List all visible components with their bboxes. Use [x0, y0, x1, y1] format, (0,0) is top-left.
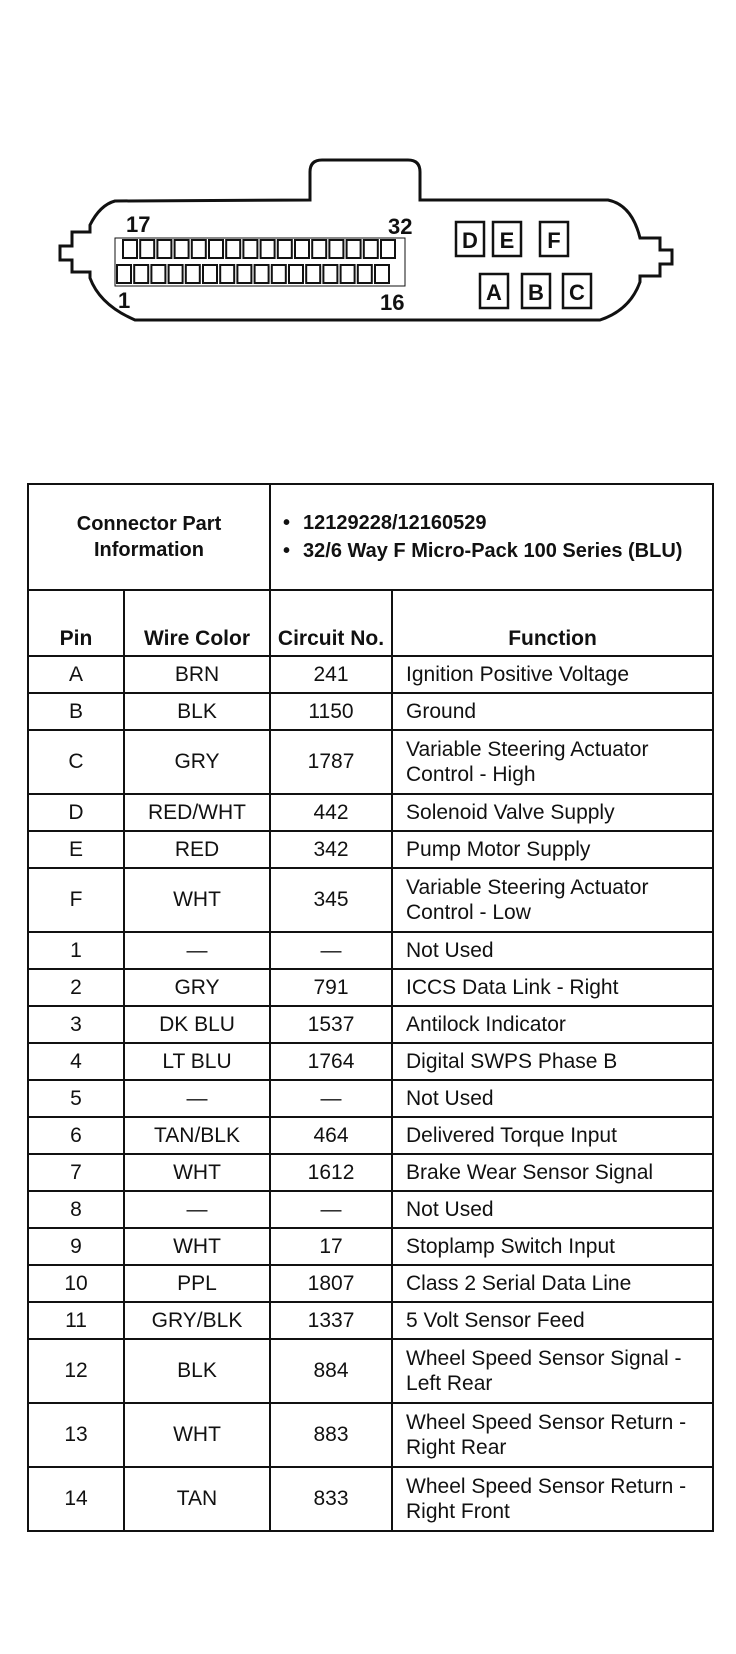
pin-cavity — [375, 265, 389, 283]
connector-info-parts-cell — [270, 484, 713, 590]
circuit-cell: 883 — [270, 1403, 392, 1467]
pin-f-label: F — [547, 228, 561, 253]
wire-color-cell: DK BLU — [124, 1006, 270, 1043]
function-cell: Wheel Speed Sensor Signal - Left Rear — [392, 1339, 713, 1403]
connector-diagram — [0, 0, 736, 420]
wire-color-cell: GRY — [124, 969, 270, 1006]
wire-color-cell: WHT — [124, 1403, 270, 1467]
wire-color-cell: — — [124, 1080, 270, 1117]
circuit-cell: 442 — [270, 794, 392, 831]
pin-cavity — [323, 265, 337, 283]
wire-color-cell: BLK — [124, 693, 270, 730]
pin-cell: 11 — [28, 1302, 124, 1339]
table-row — [28, 1043, 713, 1080]
pin-cell: 14 — [28, 1467, 124, 1531]
pin-cell: F — [28, 868, 124, 932]
pin-1-label: 1 — [118, 288, 131, 313]
circuit-cell: 791 — [270, 969, 392, 1006]
circuit-cell: — — [270, 1191, 392, 1228]
circuit-cell: — — [270, 1080, 392, 1117]
circuit-cell: 1787 — [270, 730, 392, 794]
pin-cell: E — [28, 831, 124, 868]
table-row — [28, 1117, 713, 1154]
table-row — [28, 831, 713, 868]
wire-color-cell: GRY/BLK — [124, 1302, 270, 1339]
pin-cell: 2 — [28, 969, 124, 1006]
pin-cavity — [306, 265, 320, 283]
pin-cell: 3 — [28, 1006, 124, 1043]
table-row — [28, 1302, 713, 1339]
circuit-cell: 342 — [270, 831, 392, 868]
header-function: Function — [392, 590, 713, 656]
wire-color-cell: WHT — [124, 1228, 270, 1265]
pin-32-label: 32 — [388, 214, 413, 239]
pin-cavity — [169, 265, 183, 283]
pin-cell: B — [28, 693, 124, 730]
pin-cavity — [272, 265, 286, 283]
pin-d-label: D — [462, 228, 478, 253]
function-cell: Variable Steering Actuator Control - Low — [392, 868, 713, 932]
table-row — [28, 693, 713, 730]
circuit-cell: 1807 — [270, 1265, 392, 1302]
function-cell: ICCS Data Link - Right — [392, 969, 713, 1006]
table-row — [28, 932, 713, 969]
pin-cavity — [329, 240, 343, 258]
pin-cavity — [358, 265, 372, 283]
function-cell: Digital SWPS Phase B — [392, 1043, 713, 1080]
pin-cavity — [226, 240, 240, 258]
wire-color-cell: TAN — [124, 1467, 270, 1531]
pin-c-label: C — [569, 280, 585, 305]
pin-cavity — [151, 265, 165, 283]
connector-info-row — [28, 484, 713, 590]
table-row — [28, 1403, 713, 1467]
wire-color-cell: BLK — [124, 1339, 270, 1403]
pin-cell: 5 — [28, 1080, 124, 1117]
wire-color-cell: RED — [124, 831, 270, 868]
function-cell: Not Used — [392, 1080, 713, 1117]
pin-cell: 12 — [28, 1339, 124, 1403]
connector-part-type: • 32/6 Way F Micro-Pack 100 Series (BLU) — [303, 539, 704, 563]
connector-info-list — [271, 501, 712, 573]
circuit-cell: 241 — [270, 656, 392, 693]
pin-cavity — [255, 265, 269, 283]
function-cell: 5 Volt Sensor Feed — [392, 1302, 713, 1339]
wire-color-cell: TAN/BLK — [124, 1117, 270, 1154]
function-cell: Ground — [392, 693, 713, 730]
table-row — [28, 1265, 713, 1302]
pin-cell: 6 — [28, 1117, 124, 1154]
pin-cell: D — [28, 794, 124, 831]
header-pin: Pin — [28, 590, 124, 656]
function-cell: Not Used — [392, 932, 713, 969]
connector-part-number: • 12129228/12160529 — [303, 511, 704, 535]
circuit-cell: 1764 — [270, 1043, 392, 1080]
pin-cavity — [278, 240, 292, 258]
pin-cell: 8 — [28, 1191, 124, 1228]
pin-cavity — [220, 265, 234, 283]
circuit-cell: — — [270, 932, 392, 969]
pin-cell: 10 — [28, 1265, 124, 1302]
function-cell: Wheel Speed Sensor Return - Right Rear — [392, 1403, 713, 1467]
pin-cavity — [289, 265, 303, 283]
function-cell: Pump Motor Supply — [392, 831, 713, 868]
connector-info-title: Connector Part Information — [76, 513, 222, 561]
circuit-cell: 1612 — [270, 1154, 392, 1191]
circuit-cell: 464 — [270, 1117, 392, 1154]
pin-cell: 9 — [28, 1228, 124, 1265]
table-row — [28, 1080, 713, 1117]
function-cell: Wheel Speed Sensor Return - Right Front — [392, 1467, 713, 1531]
pinout-table — [27, 483, 714, 1532]
pin-cavity — [312, 240, 326, 258]
function-cell: Variable Steering Actuator Control - High — [392, 730, 713, 794]
pin-cavity — [157, 240, 171, 258]
wire-color-cell: WHT — [124, 868, 270, 932]
pin-row-bottom — [117, 265, 389, 283]
pin-cell: 1 — [28, 932, 124, 969]
table-row — [28, 1154, 713, 1191]
circuit-cell: 345 — [270, 868, 392, 932]
pin-cavity — [295, 240, 309, 258]
pin-cavity — [134, 265, 148, 283]
pin-cell: 13 — [28, 1403, 124, 1467]
pin-cavity — [347, 240, 361, 258]
table-row — [28, 730, 713, 794]
pin-cell: A — [28, 656, 124, 693]
connector-info-label-cell — [28, 484, 270, 590]
circuit-cell: 833 — [270, 1467, 392, 1531]
pin-cavity — [243, 240, 257, 258]
pin-cavity — [237, 265, 251, 283]
wire-color-cell: — — [124, 1191, 270, 1228]
pin-cavity — [203, 265, 217, 283]
function-cell: Ignition Positive Voltage — [392, 656, 713, 693]
function-cell: Solenoid Valve Supply — [392, 794, 713, 831]
table-row — [28, 1191, 713, 1228]
table-row — [28, 656, 713, 693]
table-row — [28, 1006, 713, 1043]
header-circuit: Circuit No. — [270, 590, 392, 656]
wire-color-cell: — — [124, 932, 270, 969]
table-row — [28, 1339, 713, 1403]
pin-cavity — [123, 240, 137, 258]
table-row — [28, 969, 713, 1006]
table-row — [28, 794, 713, 831]
pin-cavity — [140, 240, 154, 258]
pin-b-label: B — [528, 280, 544, 305]
wire-color-cell: BRN — [124, 656, 270, 693]
pin-row-top — [115, 238, 405, 286]
pin-cavity — [381, 240, 395, 258]
function-cell: Not Used — [392, 1191, 713, 1228]
wire-color-cell: RED/WHT — [124, 794, 270, 831]
lettered-pin-group — [456, 222, 591, 308]
pin-cavity — [261, 240, 275, 258]
pin-cavity — [192, 240, 206, 258]
table-row — [28, 1467, 713, 1531]
circuit-cell: 17 — [270, 1228, 392, 1265]
pin-cell: 4 — [28, 1043, 124, 1080]
header-wire-color: Wire Color — [124, 590, 270, 656]
circuit-cell: 1150 — [270, 693, 392, 730]
wire-color-cell: GRY — [124, 730, 270, 794]
pin-cell: C — [28, 730, 124, 794]
function-cell: Class 2 Serial Data Line — [392, 1265, 713, 1302]
pin-a-label: A — [486, 280, 502, 305]
function-cell: Stoplamp Switch Input — [392, 1228, 713, 1265]
pin-cavity — [175, 240, 189, 258]
pin-cavity — [186, 265, 200, 283]
pin-cavity — [209, 240, 223, 258]
pin-17-label: 17 — [126, 212, 151, 237]
pin-cell: 7 — [28, 1154, 124, 1191]
function-cell: Delivered Torque Input — [392, 1117, 713, 1154]
function-cell: Antilock Indicator — [392, 1006, 713, 1043]
pin-cavity — [117, 265, 131, 283]
pin-e-label: E — [499, 228, 515, 253]
pin-cavity — [341, 265, 355, 283]
wire-color-cell: WHT — [124, 1154, 270, 1191]
header-row — [28, 590, 713, 656]
circuit-cell: 884 — [270, 1339, 392, 1403]
wire-color-cell: LT BLU — [124, 1043, 270, 1080]
circuit-cell: 1537 — [270, 1006, 392, 1043]
table-row — [28, 868, 713, 932]
pin-cavity — [364, 240, 378, 258]
table-row — [28, 1228, 713, 1265]
circuit-cell: 1337 — [270, 1302, 392, 1339]
wire-color-cell: PPL — [124, 1265, 270, 1302]
function-cell: Brake Wear Sensor Signal — [392, 1154, 713, 1191]
pin-16-label: 16 — [380, 290, 405, 315]
